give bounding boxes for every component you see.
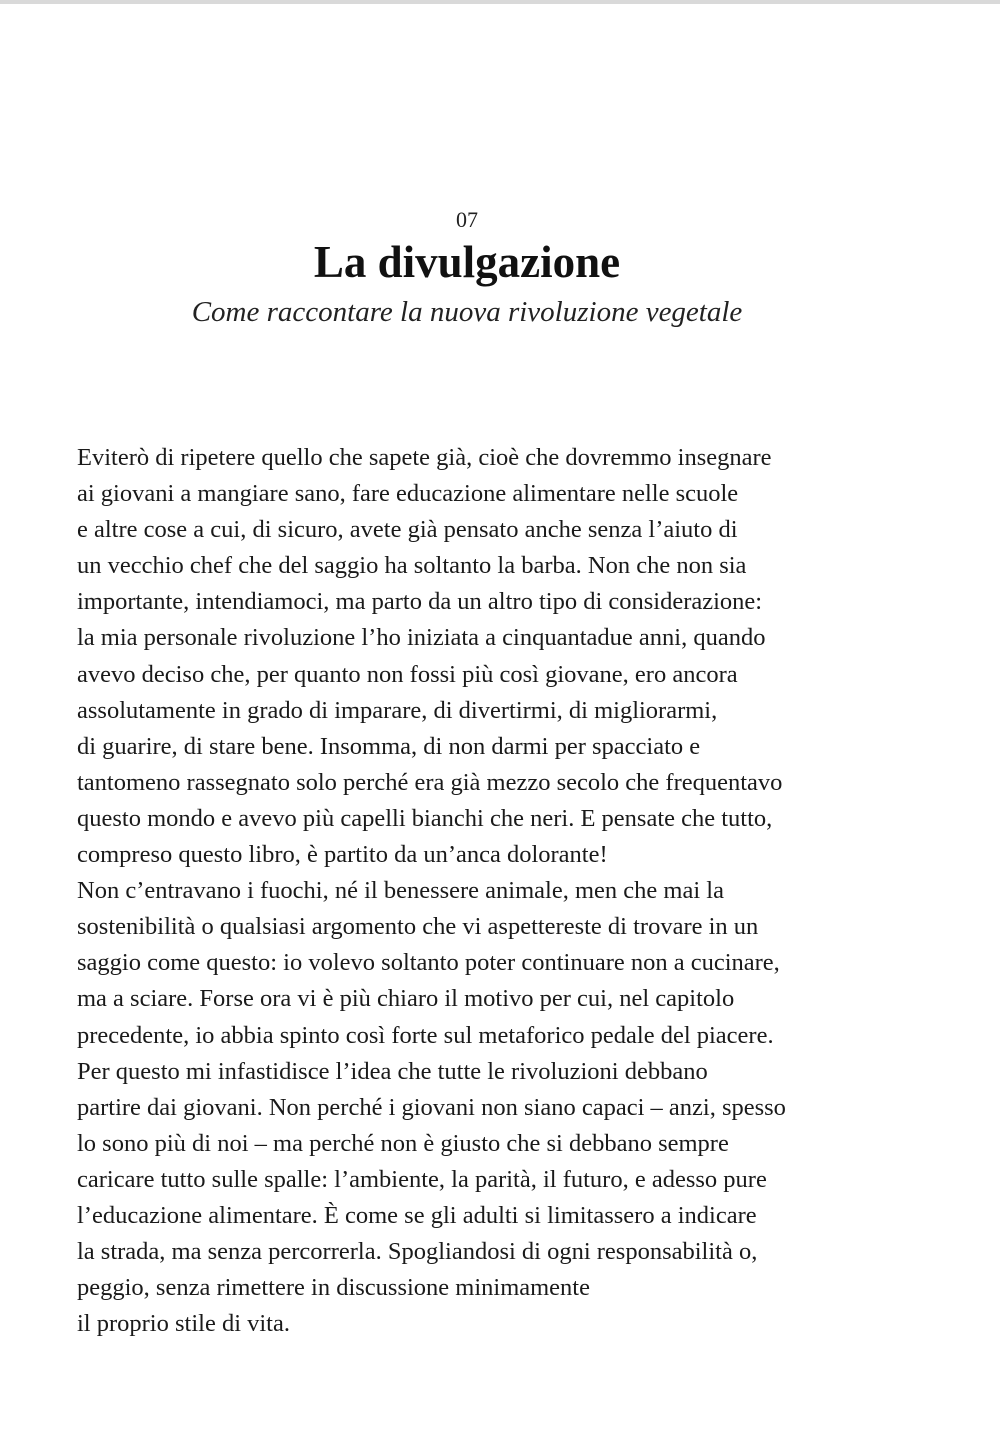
body-line: partire dai giovani. Non perché i giovani non siano capaci – anzi, spesso bbox=[77, 1093, 786, 1121]
body-line: sostenibilità o qualsiasi argomento che vi aspettereste di trovare in un bbox=[77, 913, 759, 941]
body-line: avevo deciso che, per quanto non fossi più così giovane, ero ancora bbox=[77, 660, 738, 688]
body-line: importante, intendiamoci, ma parto da un altro tipo di considerazione: bbox=[77, 588, 763, 616]
chapter-subtitle: Come raccontare la nuova rivoluzione vegetale bbox=[191, 296, 743, 328]
body-line: lo sono più di noi – ma perché non è giusto che si debbano sempre bbox=[77, 1129, 729, 1157]
body-text bbox=[77, 440, 957, 1342]
body-line: compreso questo libro, è partito da un’anca dolorante! bbox=[77, 841, 608, 869]
body-line: e altre cose a cui, di sicuro, avete già pensato anche senza l’aiuto di bbox=[77, 516, 738, 544]
body-line: peggio, senza rimettere in discussione minimamente bbox=[77, 1274, 590, 1302]
body-line: ai giovani a mangiare sano, fare educazione alimentare nelle scuole bbox=[77, 480, 739, 508]
body-line: un vecchio chef che del saggio ha soltanto la barba. Non che non sia bbox=[77, 552, 747, 580]
body-line: ma a sciare. Forse ora vi è più chiaro il motivo per cui, nel capitolo bbox=[77, 985, 735, 1013]
body-line: assolutamente in grado di imparare, di divertirmi, di migliorarmi, bbox=[77, 696, 718, 724]
body-line: il proprio stile di vita. bbox=[77, 1310, 290, 1338]
body-line: Non c’entravano i fuochi, né il benessere animale, men che mai la bbox=[77, 877, 724, 905]
chapter-number: 07 bbox=[456, 207, 478, 232]
body-line: questo mondo e avevo più capelli bianchi che neri. E pensate che tutto, bbox=[77, 804, 773, 832]
body-line: l’educazione alimentare. È come se gli adulti si limitassero a indicare bbox=[77, 1201, 757, 1229]
body-line: Eviterò di ripetere quello che sapete già, cioè che dovremmo insegnare bbox=[77, 444, 772, 471]
body-line: tantomeno rassegnato solo perché era già mezzo secolo che frequentavo bbox=[77, 768, 783, 796]
body-line: caricare tutto sulle spalle: l’ambiente, la parità, il futuro, e adesso pure bbox=[77, 1165, 767, 1193]
body-line: la strada, ma senza percorrerla. Spogliandosi di ogni responsabilità o, bbox=[77, 1238, 758, 1266]
body-line: la mia personale rivoluzione l’ho iniziata a cinquantadue anni, quando bbox=[77, 624, 766, 652]
body-line: di guarire, di stare bene. Insomma, di non darmi per spacciato e bbox=[77, 732, 701, 760]
body-line: precedente, io abbia spinto così forte sul metaforico pedale del piacere. bbox=[77, 1021, 774, 1049]
chapter-title: La divulgazione bbox=[313, 237, 621, 287]
body-line: saggio come questo: io volevo soltanto poter continuare non a cucinare, bbox=[77, 949, 780, 977]
body-line: Per questo mi infastidisce l’idea che tutte le rivoluzioni debbano bbox=[77, 1057, 708, 1085]
